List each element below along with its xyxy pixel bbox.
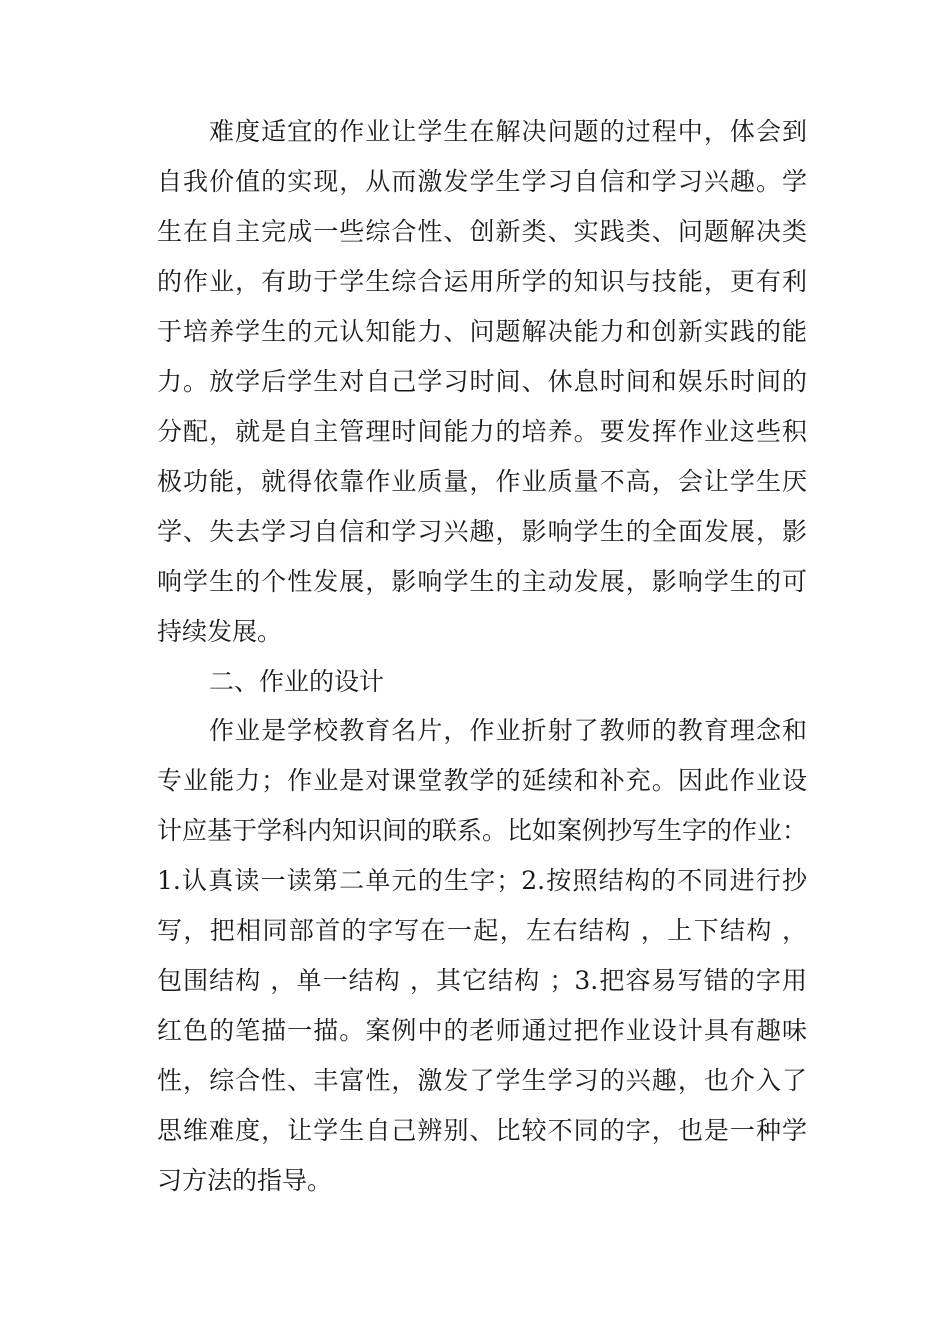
paragraph-1-line-7: 分配，就是自主管理时间能力的培养。要发挥作业这些积 bbox=[157, 417, 807, 446]
paragraph-2-line-10: 习方法的指导。 bbox=[157, 1166, 333, 1195]
paragraph-2-line-2: 专业能力；作业是对课堂教学的延续和补充。因此作业设 bbox=[157, 766, 807, 795]
paragraph-1-line-10: 响学生的个性发展，影响学生的主动发展，影响学生的可 bbox=[157, 567, 807, 596]
paragraph-2-line-9: 思维难度，让学生自己辨别、比较不同的字，也是一种学 bbox=[157, 1116, 807, 1145]
paragraph-1-line-2: 自我价值的实现，从而激发学生学习自信和学习兴趣。学 bbox=[157, 167, 807, 196]
paragraph-2-line-8: 性，综合性、丰富性，激发了学生学习的兴趣，也介入了 bbox=[157, 1066, 807, 1095]
paragraph-1-line-3: 生在自主完成一些综合性、创新类、实践类、问题解决类 bbox=[157, 217, 807, 246]
paragraph-2-line-4: 1.认真读一读第二单元的生字；2.按照结构的不同进行抄 bbox=[157, 866, 807, 895]
paragraph-1-line-5: 于培养学生的元认知能力、问题解决能力和创新实践的能 bbox=[157, 317, 807, 346]
paragraph-2-line-6: 包围结构 ，单一结构 ，其它结构 ；3.把容易写错的字用 bbox=[157, 966, 807, 995]
paragraph-1-line-4: 的作业，有助于学生综合运用所学的知识与技能，更有利 bbox=[157, 267, 807, 296]
paragraph-1-line-8: 极功能，就得依靠作业质量，作业质量不高，会让学生厌 bbox=[157, 467, 807, 496]
paragraph-2-line-5: 写，把相同部首的字写在一起，左右结构 ，上下结构 ， bbox=[157, 916, 807, 945]
paragraph-2-line-7: 红色的笔描一描。案例中的老师通过把作业设计具有趣味 bbox=[157, 1016, 807, 1045]
paragraph-1-line-6: 力。放学后学生对自己学习时间、休息时间和娱乐时间的 bbox=[157, 367, 807, 396]
paragraph-2-line-1: 作业是学校教育名片，作业折射了教师的教育理念和 bbox=[209, 716, 807, 745]
paragraph-1-line-11: 持续发展。 bbox=[157, 617, 283, 646]
paragraph-1-line-9: 学、失去学习自信和学习兴趣，影响学生的全面发展，影 bbox=[157, 517, 807, 546]
paragraph-1-line-1: 难度适宜的作业让学生在解决问题的过程中，体会到 bbox=[209, 117, 807, 146]
section-heading: 二、作业的设计 bbox=[209, 667, 385, 696]
paragraph-2-line-3: 计应基于学科内知识间的联系。比如案例抄写生字的作业： bbox=[157, 816, 808, 845]
